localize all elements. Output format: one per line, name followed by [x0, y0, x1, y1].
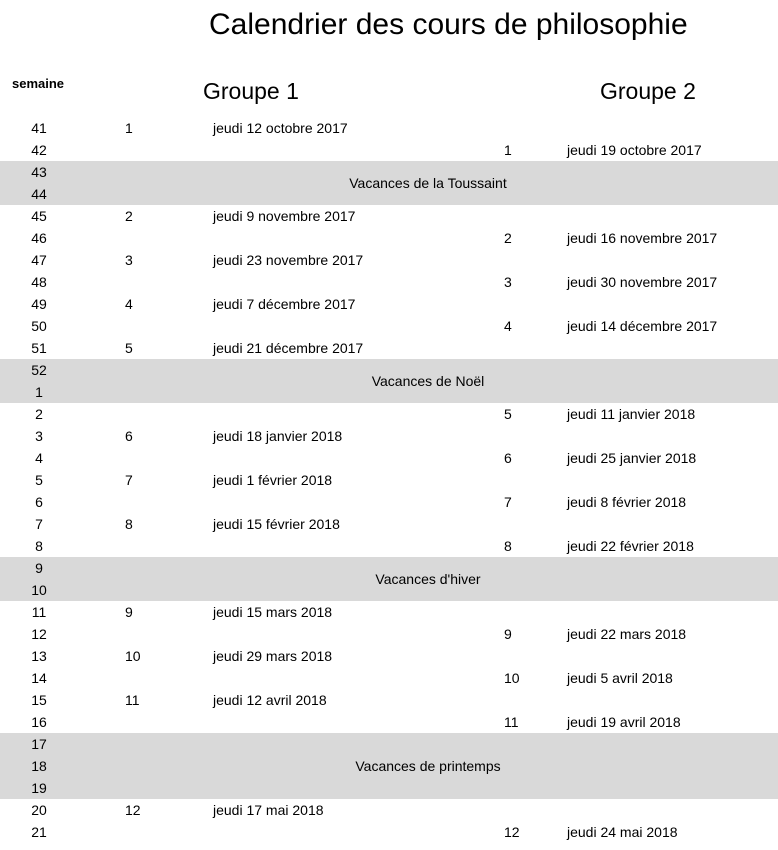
week-number: 46: [31, 230, 47, 246]
schedule-row: [0, 249, 778, 271]
week-number: 21: [31, 824, 47, 840]
schedule-row: [0, 601, 778, 623]
week-number: 42: [31, 142, 47, 158]
group2-session-number: 2: [504, 230, 512, 246]
week-number: 17: [31, 736, 47, 752]
week-number: 50: [31, 318, 47, 334]
group1-session-date: jeudi 15 février 2018: [213, 516, 340, 532]
week-number: 5: [35, 472, 43, 488]
week-number: 9: [35, 560, 43, 576]
week-number: 47: [31, 252, 47, 268]
group1-session-date: jeudi 29 mars 2018: [213, 648, 333, 664]
schedule-row: [0, 623, 778, 645]
group1-session-date: jeudi 9 novembre 2017: [213, 208, 356, 224]
group1-session-number: 6: [125, 428, 133, 444]
group1-session-date: jeudi 17 mai 2018: [213, 802, 324, 818]
group2-session-number: 5: [504, 406, 512, 422]
group2-session-date: jeudi 19 avril 2018: [567, 714, 681, 730]
week-number: 52: [31, 362, 47, 378]
group2-session-date: jeudi 25 janvier 2018: [567, 450, 697, 466]
schedule-row: [0, 689, 778, 711]
schedule-row: [0, 799, 778, 821]
group2-session-number: 9: [504, 626, 512, 642]
schedule-table: [0, 117, 778, 843]
vacation-band: [0, 733, 778, 799]
group1-session-date: jeudi 1 février 2018: [213, 472, 333, 488]
group2-session-number: 12: [504, 824, 520, 840]
group2-session-date: jeudi 30 novembre 2017: [567, 274, 718, 290]
week-number: 7: [35, 516, 43, 532]
week-number: 12: [31, 626, 47, 642]
group1-session-number: 7: [125, 472, 133, 488]
week-number: 11: [31, 604, 47, 620]
week-number: 20: [31, 802, 47, 818]
schedule-row: [0, 491, 778, 513]
group1-session-number: 1: [125, 120, 133, 136]
vacation-band: [0, 359, 778, 403]
schedule-row: [0, 117, 778, 139]
schedule-row: [0, 711, 778, 733]
schedule-row: [0, 425, 778, 447]
group1-session-number: 5: [125, 340, 133, 356]
group2-session-date: jeudi 24 mai 2018: [567, 824, 678, 840]
schedule-row: [0, 139, 778, 161]
schedule-row: [0, 645, 778, 667]
week-number: 6: [35, 494, 43, 510]
group1-session-date: jeudi 7 décembre 2017: [213, 296, 356, 312]
week-number: 3: [35, 428, 43, 444]
week-number: 19: [31, 780, 47, 796]
group2-session-date: jeudi 14 décembre 2017: [567, 318, 718, 334]
group2-session-number: 4: [504, 318, 512, 334]
schedule-row: [0, 205, 778, 227]
group1-session-number: 2: [125, 208, 133, 224]
group2-session-date: jeudi 8 février 2018: [567, 494, 687, 510]
schedule-row: [0, 447, 778, 469]
schedule-row: [0, 227, 778, 249]
page-title: Calendrier des cours de philosophie: [209, 8, 688, 41]
group1-session-date: jeudi 21 décembre 2017: [213, 340, 364, 356]
group1-session-date: jeudi 23 novembre 2017: [213, 252, 364, 268]
vacation-label: Vacances d'hiver: [375, 571, 481, 587]
vacation-label: Vacances de printemps: [355, 758, 501, 774]
week-number: 13: [31, 648, 47, 664]
schedule-row: [0, 271, 778, 293]
week-number: 8: [35, 538, 43, 554]
group2-session-date: jeudi 16 novembre 2017: [567, 230, 718, 246]
group1-session-date: jeudi 12 avril 2018: [213, 692, 327, 708]
group2-session-number: 1: [504, 142, 512, 158]
group2-session-date: jeudi 22 février 2018: [567, 538, 694, 554]
group1-session-number: 11: [125, 692, 140, 708]
schedule-row: [0, 315, 778, 337]
week-number: 45: [31, 208, 47, 224]
schedule-row: [0, 821, 778, 843]
group2-column-header: Groupe 2: [600, 78, 696, 104]
schedule-row: [0, 403, 778, 425]
group2-session-number: 3: [504, 274, 512, 290]
vacation-label: Vacances de Noël: [371, 373, 485, 389]
group2-session-number: 10: [504, 670, 520, 686]
group1-session-number: 3: [125, 252, 133, 268]
schedule-row: [0, 337, 778, 359]
group2-session-date: jeudi 5 avril 2018: [567, 670, 673, 686]
group2-session-number: 6: [504, 450, 512, 466]
week-number: 44: [31, 186, 47, 202]
week-number: 15: [31, 692, 47, 708]
week-number: 10: [31, 582, 47, 598]
vacation-band: [0, 161, 778, 205]
schedule-row: [0, 513, 778, 535]
group2-session-number: 8: [504, 538, 512, 554]
group1-session-number: 8: [125, 516, 133, 532]
vacation-band: [0, 557, 778, 601]
week-number: 2: [35, 406, 43, 422]
week-number: 1: [35, 384, 43, 400]
page-title-area: [0, 8, 778, 48]
group1-session-date: jeudi 18 janvier 2018: [213, 428, 343, 444]
week-number: 43: [31, 164, 47, 180]
group1-session-number: 9: [125, 604, 133, 620]
vacation-label: Vacances de la Toussaint: [349, 175, 507, 191]
group2-session-number: 7: [504, 494, 512, 510]
group1-session-date: jeudi 15 mars 2018: [213, 604, 333, 620]
group1-session-number: 12: [125, 802, 141, 818]
week-column-header: semaine: [12, 76, 65, 91]
group2-session-date: jeudi 22 mars 2018: [567, 626, 687, 642]
schedule-row: [0, 535, 778, 557]
week-number: 49: [31, 296, 47, 312]
group1-session-date: jeudi 12 octobre 2017: [213, 120, 348, 136]
week-number: 16: [31, 714, 47, 730]
schedule-row: [0, 293, 778, 315]
group1-column-header: Groupe 1: [203, 78, 299, 104]
week-number: 48: [31, 274, 47, 290]
group1-session-number: 4: [125, 296, 133, 312]
week-number: 41: [31, 120, 47, 136]
week-number: 18: [31, 758, 47, 774]
week-number: 14: [31, 670, 47, 686]
group2-session-date: jeudi 19 octobre 2017: [567, 142, 702, 158]
group2-session-number: 11: [504, 714, 519, 730]
group2-session-date: jeudi 11 janvier 2018: [567, 406, 696, 422]
week-number: 51: [31, 340, 47, 356]
schedule-row: [0, 469, 778, 491]
group1-session-number: 10: [125, 648, 141, 664]
week-number: 4: [35, 450, 43, 466]
schedule-row: [0, 667, 778, 689]
